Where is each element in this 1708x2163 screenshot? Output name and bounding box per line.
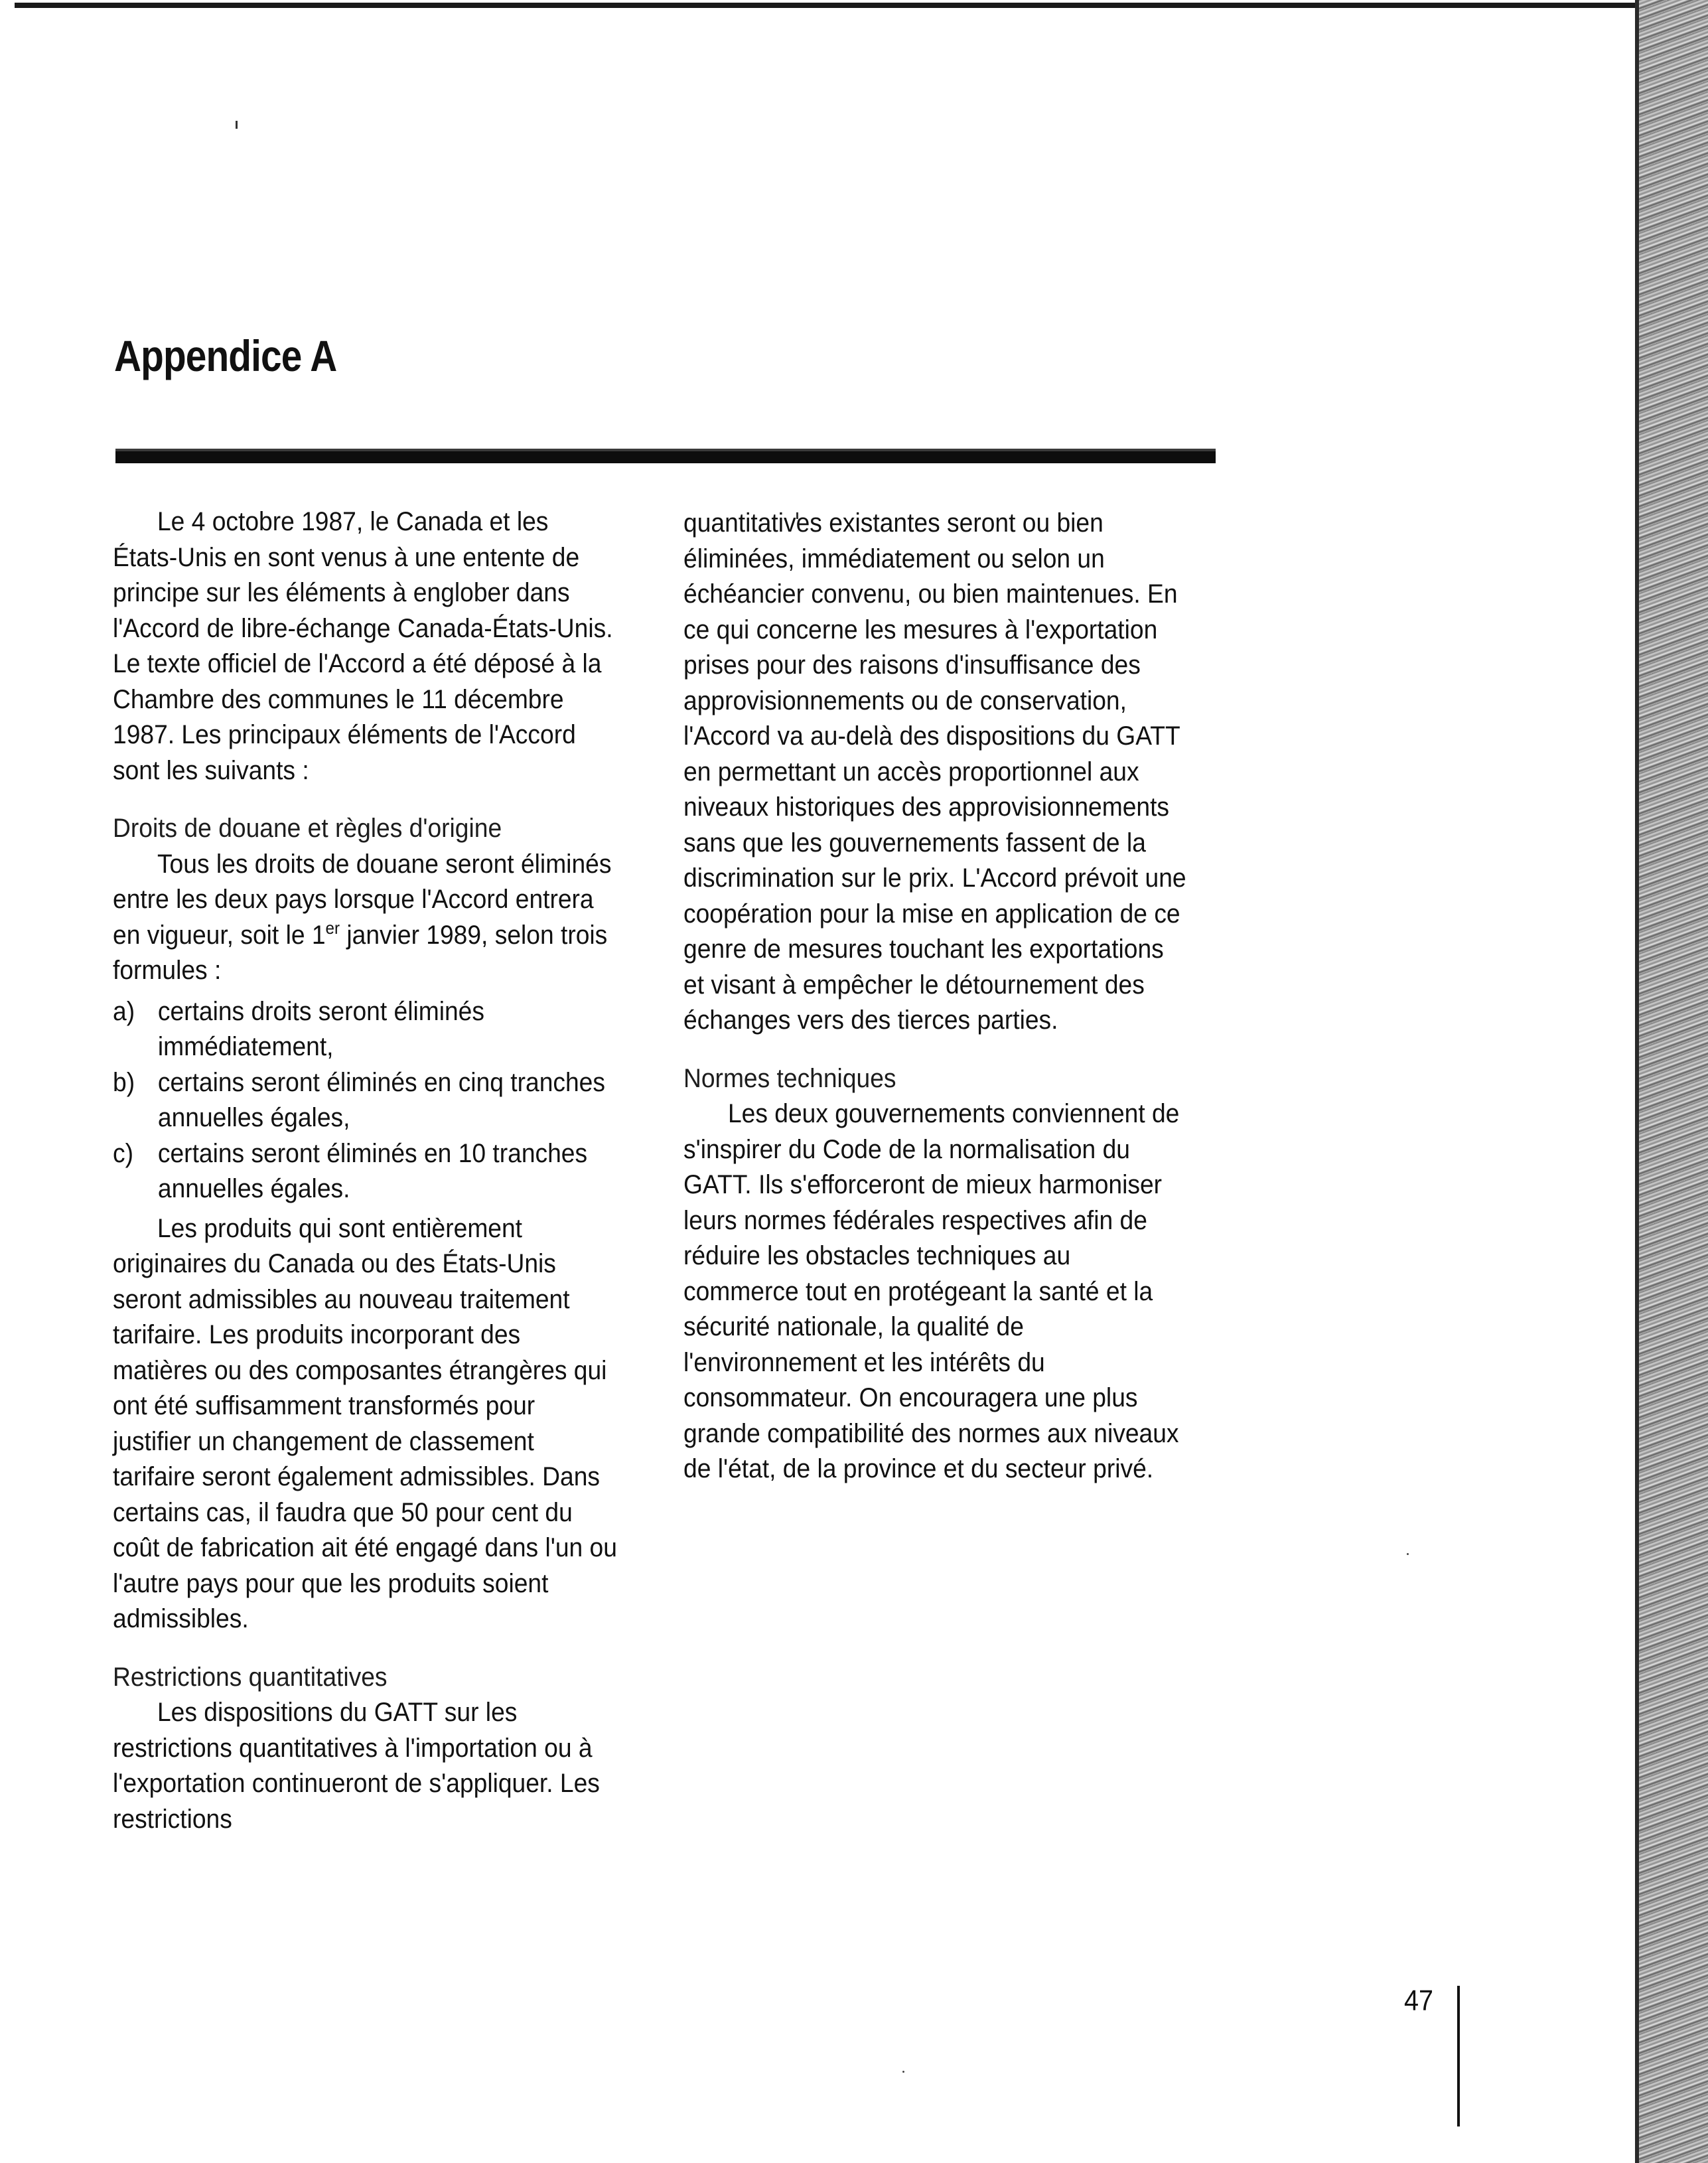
list-item-text: certains seront éliminés en cinq tranches annuelles égales,: [157, 1067, 605, 1132]
scan-speck: [902, 2071, 904, 2073]
scan-speck: [1407, 1553, 1409, 1555]
section-heading-standards: Normes techniques: [683, 1063, 896, 1093]
list-marker: c): [113, 1138, 133, 1168]
standards-paragraph: Les deux gouvernements conviennent de s'inspirer du Code de la normalisation du GATT. Ils s'efforceront de mieux harmoniser leurs normes fédérales respectives afin de réduire les obstacles techniques au commerce tout en protégeant la santé et la sécurité nationale, la qualité de l'environnement et les intérêts du consommateur. On encouragera une plus grande compatibilité des normes aux niveaux de l'état, de la province et du secteur privé.: [683, 1099, 1180, 1483]
list-item: [113, 1136, 619, 1207]
scan-top-gap: [0, 0, 15, 9]
list-marker: a): [113, 996, 135, 1026]
scan-top-border: [0, 3, 1639, 8]
quantitative-paragraph: Les dispositions du GATT sur les restrictions quantitatives à l'importation ou à l'exportation continueront de s'appliquer. Les restrictions: [113, 1698, 600, 1834]
title-rule: [115, 449, 1216, 463]
list-marker: b): [113, 1067, 135, 1097]
list-item: [113, 1065, 619, 1136]
customs-text: Tous les droits de douane seront éliminés entre les deux pays lorsque l'Accord entrera en vigueur, soit le 1: [113, 849, 612, 950]
scan-page-edge: [1639, 0, 1708, 2163]
page-number: 47: [1404, 1984, 1434, 2017]
section-heading-customs: Droits de douane et règles d'origine: [113, 814, 502, 843]
customs-text-end: janvier 1989, selon trois formules :: [113, 920, 608, 985]
intro-paragraph: Le 4 octobre 1987, le Canada et les États-Unis en sont venus à une entente de principe sur les éléments à englober dans l'Accord de libre-échange Canada-États-Unis. Le texte officiel de l'Accord a été déposé à la Chambre des communes le 11 décembre 1987. Les principaux éléments de l'Accord sont les suivants :: [113, 507, 613, 785]
right-column: [683, 506, 1190, 1487]
left-column: [113, 504, 619, 1837]
list-item-text: certains droits seront éliminés immédiatement,: [157, 996, 484, 1061]
tariff-formula-list: [113, 994, 619, 1207]
ordinal-superscript: er: [325, 917, 340, 938]
quantitative-continuation: quantitatives existantes seront ou bien éliminées, immédiatement ou selon un échéancier convenu, ou bien maintenues. En ce qui concerne les mesures à l'exportation prises pour des raisons d'insuffisance des approvisionnements ou de conservation, l'Accord va au-delà des dispositions du GATT en permettant un accès proportionnel aux niveaux historiques des approvisionnements sans que les gouvernements fassent de la discrimination sur le prix. L'Accord prévoit une coopération pour la mise en application de ce genre de mesures touchant les exportations et visant à empêcher le détournement des échanges vers des tierces parties.: [683, 508, 1186, 1035]
section-heading-quantitative: Restrictions quantitatives: [113, 1662, 388, 1692]
page-title: Appendice A: [114, 331, 337, 380]
customs-paragraph: [113, 847, 619, 989]
page-number-bar: [1457, 1986, 1460, 2126]
scan-mark: [236, 121, 238, 129]
origin-paragraph: Les produits qui sont entièrement originaires du Canada ou des États-Unis seront admissibles au nouveau traitement tarifaire. Les produits incorporant des matières ou des composantes étrangères qui ont été suffisamment transformés pour justifier un changement de classement tarifaire seront également admissibles. Dans certains cas, il faudra que 50 pour cent du coût de fabrication ait été engagé dans l'un ou l'autre pays pour que les produits soient admissibles.: [113, 1213, 617, 1633]
list-item-text: certains seront éliminés en 10 tranches annuelles égales.: [157, 1138, 588, 1203]
list-item: [113, 994, 619, 1065]
